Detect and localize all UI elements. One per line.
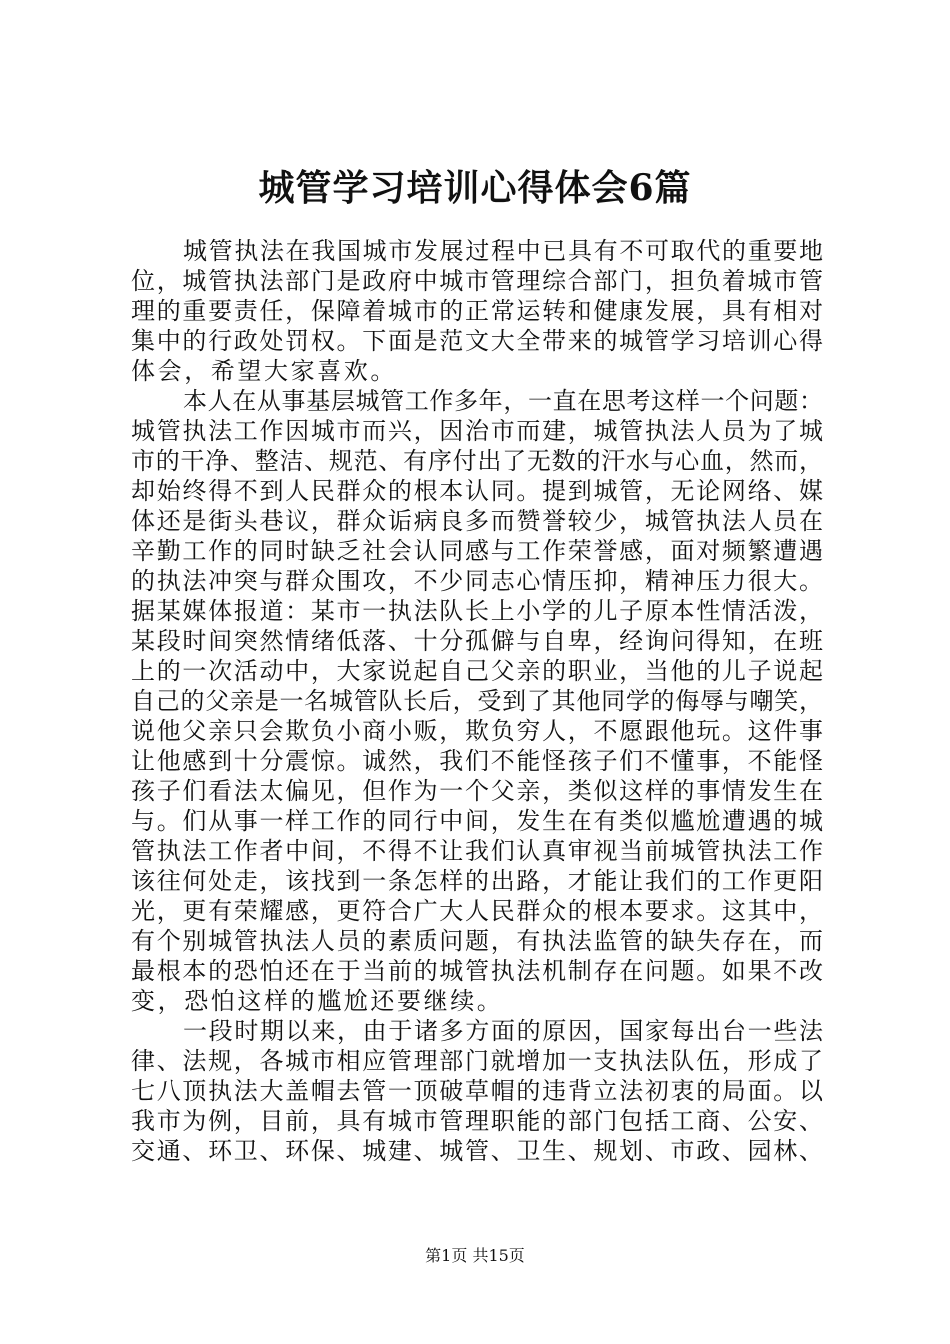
text-line: 上的一次活动中，大家说起自己父亲的职业，当他的儿子说起 (131, 657, 823, 685)
text-line: 理的重要责任，保障着城市的正常运转和健康发展，具有相对 (131, 297, 823, 325)
document-body (131, 236, 823, 1166)
text-line: 体还是街头巷议，群众诟病良多而赞誉较少，城管执法人员在 (131, 507, 823, 535)
text-line: 光，更有荣耀感，更符合广大人民群众的根本要求。这其中， (131, 897, 823, 925)
text-line: 与。们从事一样工作的同行中间，发生在有类似尴尬遭遇的城 (131, 807, 823, 835)
text-line: 管执法工作者中间，不得不让我们认真审视当前城管执法工作 (131, 837, 823, 865)
document-title: 城管学习培训心得体会6篇 (258, 167, 692, 209)
text-line: 却始终得不到人民群众的根本认同。提到城管，无论网络、媒 (131, 477, 823, 505)
text-line: 有个别城管执法人员的素质问题，有执法监管的缺失存在，而 (131, 927, 823, 955)
paragraph (131, 1016, 823, 1166)
page-footer: 第1页 共15页 (425, 1246, 525, 1265)
text-line: 说他父亲只会欺负小商小贩，欺负穷人，不愿跟他玩。这件事 (131, 717, 823, 745)
text-line: 律、法规，各城市相应管理部门就增加一支执法队伍，形成了 (131, 1047, 823, 1075)
text-line: 本人在从事基层城管工作多年，一直在思考这样一个问题： (183, 387, 823, 415)
text-line: 七八顶执法大盖帽去管一顶破草帽的违背立法初衷的局面。以 (131, 1077, 823, 1105)
text-line: 自己的父亲是一名城管队长后，受到了其他同学的侮辱与嘲笑， (131, 687, 823, 715)
text-line: 一段时期以来，由于诸多方面的原因，国家每出台一些法 (183, 1017, 823, 1045)
text-line: 某段时间突然情绪低落、十分孤僻与自卑，经询问得知，在班 (131, 627, 823, 655)
text-line: 市的干净、整洁、规范、有序付出了无数的汗水与心血，然而， (131, 447, 823, 475)
text-line: 变，恐怕这样的尴尬还要继续。 (131, 987, 504, 1015)
text-line: 交通、环卫、环保、城建、城管、卫生、规划、市政、园林、 (131, 1137, 823, 1165)
text-line: 据某媒体报道：某市一执法队长上小学的儿子原本性情活泼， (131, 597, 823, 625)
paragraph (131, 386, 823, 1016)
text-line: 最根本的恐怕还在于当前的城管执法机制存在问题。如果不改 (131, 957, 823, 985)
text-line: 辛勤工作的同时缺乏社会认同感与工作荣誉感，面对频繁遭遇 (131, 537, 823, 565)
text-line: 集中的行政处罚权。下面是范文大全带来的城管学习培训心得 (131, 327, 823, 355)
text-line: 位，城管执法部门是政府中城市管理综合部门，担负着城市管 (131, 267, 823, 295)
text-line: 的执法冲突与群众围攻，不少同志心情压抑，精神压力很大。 (131, 567, 823, 595)
text-line: 让他感到十分震惊。诚然，我们不能怪孩子们不懂事，不能怪 (131, 747, 823, 775)
text-line: 我市为例，目前，具有城市管理职能的部门包括工商、公安、 (131, 1107, 823, 1135)
paragraph (131, 236, 823, 386)
text-line: 城管执法工作因城市而兴，因治市而建，城管执法人员为了城 (131, 417, 823, 445)
text-line: 城管执法在我国城市发展过程中已具有不可取代的重要地 (183, 237, 823, 265)
text-line: 孩子们看法太偏见，但作为一个父亲，类似这样的事情发生在 (131, 777, 823, 805)
text-line: 该往何处走，该找到一条怎样的出路，才能让我们的工作更阳 (131, 867, 823, 895)
text-line: 体会，希望大家喜欢。 (131, 357, 397, 385)
